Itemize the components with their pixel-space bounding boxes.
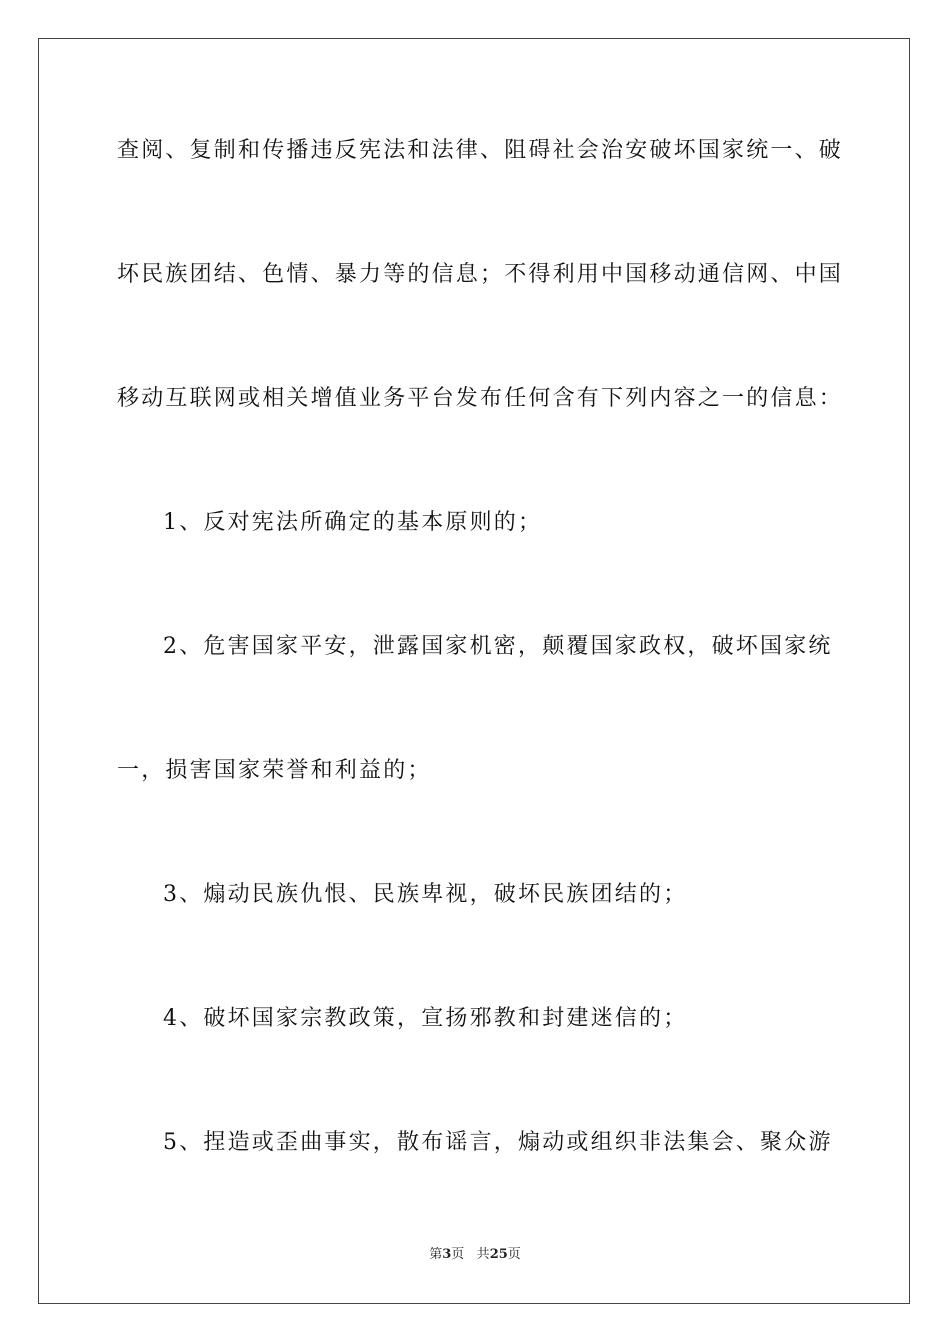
page-border: [38, 38, 910, 1304]
page-footer: [0, 1246, 950, 1264]
list-item-1: 1、反对宪法所确定的基本原则的；: [163, 510, 543, 535]
text-line-2: 坏民族团结、色情、暴力等的信息；不得利用中国移动通信网、中国: [117, 262, 844, 287]
list-item-2: 2、危害国家平安，泄露国家机密，颠覆国家政权，破坏国家统: [163, 634, 833, 659]
page-suffix: 页: [451, 1247, 465, 1262]
list-item-5: 5、捏造或歪曲事实，散布谣言，煽动或组织非法集会、聚众游: [163, 1130, 833, 1155]
total-suffix: 页: [507, 1247, 521, 1262]
text-line-3: 移动互联网或相关增值业务平台发布任何含有下列内容之一的信息：: [117, 386, 844, 411]
list-item-2-continuation: 一，损害国家荣誉和利益的；: [117, 758, 432, 783]
page-number: 3: [442, 1247, 452, 1262]
list-item-3: 3、煽动民族仇恨、民族卑视，破坏民族团结的；: [163, 882, 688, 907]
page-prefix: 第: [429, 1247, 443, 1262]
total-pages: 25: [489, 1247, 508, 1262]
list-item-4: 4、破坏国家宗教政策，宣扬邪教和封建迷信的；: [163, 1006, 688, 1031]
total-prefix: 共: [476, 1247, 490, 1262]
text-line-1: 查阅、复制和传播违反宪法和法律、阻碍社会治安破坏国家统一、破: [117, 138, 844, 163]
